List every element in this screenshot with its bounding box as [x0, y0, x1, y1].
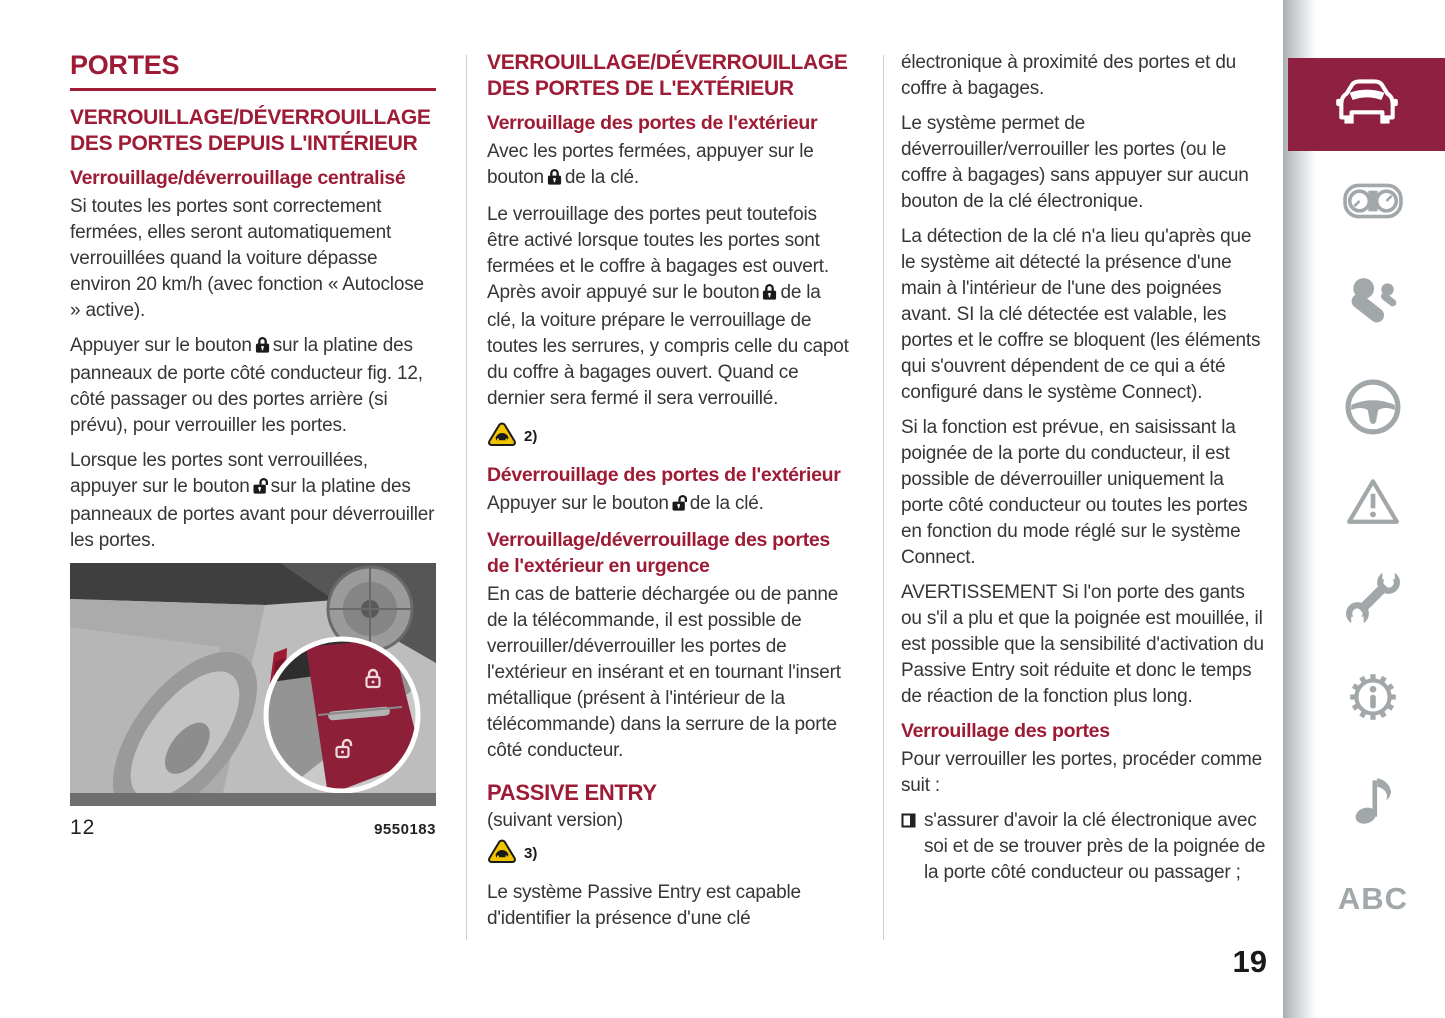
paragraph — [487, 491, 853, 519]
subheading-unlock-exterior: Déverrouillage des portes de l'extérieur — [487, 463, 841, 486]
paragraph: Pour verrouiller les portes, procéder comme suit : — [901, 749, 1262, 797]
note-number: 2) — [524, 428, 538, 446]
warning-note — [487, 421, 853, 453]
page-number: 19 — [1232, 944, 1267, 979]
airbag-safety-icon — [1346, 274, 1400, 337]
sidebar-tab-index[interactable] — [1316, 881, 1430, 917]
text-segment: Appuyer sur le bouton — [70, 334, 252, 356]
sidebar-tab-doors-active[interactable] — [1288, 58, 1445, 151]
paragraph: Le système Passive Entry est capable d'identifier la présence d'une clé — [487, 881, 801, 929]
instrument-panel-icon — [1343, 180, 1403, 227]
lock-open-icon — [672, 493, 687, 519]
sidebar-tab-emergency[interactable] — [1316, 476, 1430, 531]
paragraph — [487, 139, 853, 193]
figure-12-image — [70, 563, 436, 840]
text-segment: de la clé. — [689, 493, 764, 515]
paragraph: AVERTISSEMENT Si l'on porte des gants ou s'il a plu et que la poignée est mouillée, il est possible que la sensibilité d'activation du Passive Entry soit réduite et donc le temps de réaction de la fonction plus long. — [901, 582, 1264, 707]
column-middle — [487, 50, 853, 941]
car-front-icon — [1329, 76, 1405, 133]
paragraph: Le système permet de déverrouiller/verrouiller les portes (ou le coffre à bagages) sans appuyer sur aucun bouton de la clé électronique. — [901, 113, 1249, 212]
warning-triangle-icon — [1345, 476, 1401, 531]
chapter-title: PORTES — [70, 50, 180, 80]
lock-closed-icon — [762, 282, 777, 308]
figure-number: 12 — [70, 815, 96, 839]
sidebar-tab-maintenance[interactable] — [1316, 570, 1430, 631]
section-heading-interior: VERROUILLAGE/DÉVERROUILLAGE DES PORTES DEPUIS L'INTÉRIEUR — [70, 106, 431, 156]
wrench-icon — [1345, 570, 1401, 631]
paragraph: La détection de la clé n'a lieu qu'après que le système ait détecté la présence d'une main à l'intérieur de l'une des poignées avant. SI la clé détectée est valable, les portes et le coffre se bloquent (les éléments qui s'ouvrent dépendent de ce qui a été configuré dans le système Connect). — [901, 226, 1261, 403]
sidebar-tab-technical-data[interactable] — [1316, 668, 1430, 731]
sidebar-tab-instruments[interactable] — [1316, 180, 1430, 227]
paragraph — [487, 202, 853, 412]
sidebar-tab-driving[interactable] — [1316, 378, 1430, 441]
column-right — [901, 50, 1267, 886]
text-segment: Appuyer sur le bouton — [487, 493, 669, 515]
lock-closed-icon — [255, 335, 270, 361]
paragraph: s'assurer d'avoir la clé électronique avec soi et de se trouver près de la poignée de la porte côté conducteur ou passager ; — [924, 810, 1266, 884]
abc-index-label: ABC — [1337, 881, 1409, 916]
paragraph: Si la fonction est prévue, en saisissant la poignée de la porte du conducteur, il est possible de déverrouiller uniquement la porte côté conducteur ou toutes les portes en fonction du mode réglé sur le système Connect. — [901, 417, 1248, 568]
section-heading-passive-entry: PASSIVE ENTRY — [487, 779, 657, 805]
checklist-item — [901, 808, 1267, 886]
figure-caption — [70, 816, 436, 840]
text-segment: de la clé. — [564, 166, 639, 188]
sidebar-tab-multimedia[interactable] — [1316, 770, 1430, 831]
paragraph — [70, 448, 436, 554]
column-divider — [466, 55, 467, 940]
paragraph: électronique à proximité des portes et du coffre à bagages. — [901, 52, 1237, 99]
text-segment: sur la platine des panneaux de portes avant pour déverrouiller les portes. — [70, 475, 435, 551]
page-edge-shadow — [1283, 0, 1316, 1018]
column-left — [70, 50, 436, 840]
paragraph: (suivant version) — [487, 809, 623, 831]
section-heading-exterior: VERROUILLAGE/DÉVERROUILLAGE DES PORTES DE L'EXTÉRIEUR — [487, 51, 848, 101]
warning-car-icon — [487, 838, 517, 870]
paragraph: Si toutes les portes sont correctement fermées, elles seront automatiquement verrouillées quand la voiture dépasse environ 20 km/h (avec fonction « Autoclose » active). — [70, 195, 424, 321]
paragraph: En cas de batterie déchargée ou de panne de la télécommande, il est possible de verrouiller/déverrouiller les portes de l'extérieur en insérant et en tournant l'insert métallique (présent à l'intérieur de la télécommande) dans la serrure de la porte côté conducteur. — [487, 583, 841, 761]
steering-wheel-icon — [1344, 378, 1402, 441]
warning-car-icon — [487, 421, 517, 453]
subheading-central-locking: Verrouillage/déverrouillage centralisé — [70, 166, 406, 189]
text-segment: Lorsque les portes sont verrouillées, appuyer sur le bouton — [70, 449, 368, 497]
lock-open-icon — [253, 476, 268, 502]
text-segment: Avec les portes fermées, appuyer sur le bouton — [487, 140, 814, 188]
text-segment: Le verrouillage des portes peut toutefois être activé lorsque toutes les portes sont fermées et le coffre à bagages est ouvert. Après avoir appuyé sur le bouton — [487, 203, 829, 303]
warning-note — [487, 838, 853, 870]
sidebar-tab-safety[interactable] — [1316, 274, 1430, 337]
text-segment: sur la platine des panneaux de porte côté conducteur fig. 12, côté passager ou des portes arrière (si prévu), pour verrouiller les portes. — [70, 334, 423, 436]
figure-code: 9550183 — [374, 820, 436, 838]
subheading-emergency: Verrouillage/déverrouillage des portes de l'extérieur en urgence — [487, 529, 830, 577]
text-segment: de la clé, la voiture prépare le verrouillage de toutes les serrures, y compris celle du capot du coffre à bagages ouvert. Quand ce dernier sera fermé il sera verrouillé. — [487, 281, 849, 409]
subheading-lock-exterior: Verrouillage des portes de l'extérieur — [487, 111, 818, 134]
gear-info-icon — [1344, 668, 1402, 731]
note-number: 3) — [524, 845, 538, 863]
paragraph — [70, 333, 436, 439]
chapter-title-rule — [70, 88, 436, 91]
lock-closed-icon — [547, 167, 562, 193]
column-divider — [883, 55, 884, 940]
subheading-door-locking: Verrouillage des portes — [901, 720, 1110, 742]
music-note-icon — [1352, 770, 1394, 831]
checkbox-bullet-icon — [901, 813, 916, 886]
